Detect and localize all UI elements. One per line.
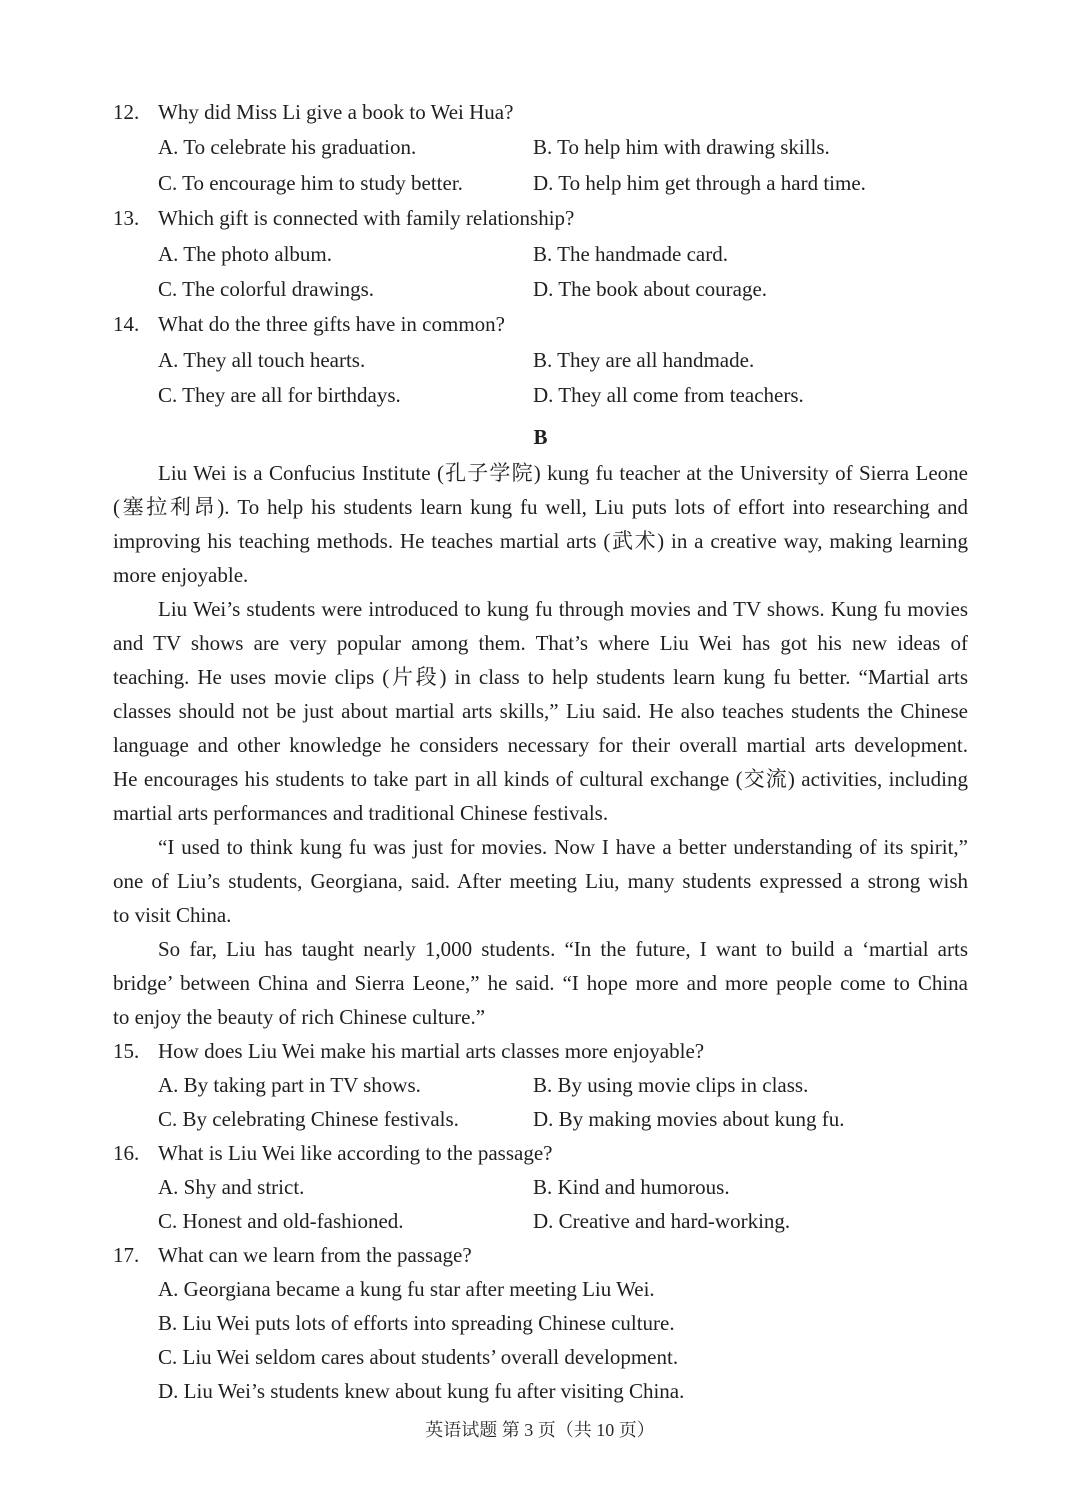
question-13 [113, 201, 968, 307]
passage-line: “I used to think kung fu was just for movies. Now I have a better understanding of its spirit,” [158, 834, 968, 859]
options-row [113, 1170, 968, 1204]
passage-paragraph-2 [113, 592, 968, 830]
passage-line: martial arts performances and traditional Chinese festivals. [113, 800, 609, 825]
passage-line: and TV shows are very popular among them. That’s where Liu Wei has got his new ideas of [113, 630, 968, 655]
question-stem-line [113, 307, 968, 342]
option-a: A. Shy and strict. [158, 1174, 305, 1199]
question-number: 15. [113, 1038, 140, 1063]
question-number: 12. [113, 100, 140, 124]
passage-line: to visit China. [113, 902, 232, 927]
options-row [113, 166, 968, 201]
option-a: A. They all touch hearts. [158, 347, 366, 372]
page-footer: 英语试题 第 3 页（共 10 页） [425, 1420, 655, 1440]
option-d: D. The book about courage. [533, 276, 768, 301]
question-set-part2 [113, 1034, 968, 1408]
passage-line: to enjoy the beauty of rich Chinese culture.” [113, 1004, 486, 1029]
page-content [113, 95, 968, 1408]
option-b: B. The handmade card. [533, 241, 728, 266]
question-text: What do the three gifts have in common? [158, 312, 505, 337]
question-number: 14. [113, 312, 140, 337]
question-12 [113, 95, 968, 201]
question-text: Which gift is connected with family relationship? [158, 206, 575, 231]
option-c: C. They are all for birthdays. [158, 383, 401, 408]
passage-line: improving his teaching methods. He teaches martial arts (武术) in a creative way, making learning [113, 528, 968, 553]
question-stem-line [113, 95, 968, 130]
options-row [113, 272, 968, 307]
passage-line: (塞拉利昂). To help his students learn kung fu well, Liu puts lots of effort into researching and [113, 494, 968, 519]
options-row [113, 237, 968, 272]
passage-line: So far, Liu has taught nearly 1,000 students. “In the future, I want to build a ‘martial arts [158, 936, 968, 961]
option-c: C. Liu Wei seldom cares about students’ overall development. [158, 1344, 679, 1369]
option-b: B. Liu Wei puts lots of efforts into spreading Chinese culture. [158, 1310, 675, 1335]
passage-paragraph-3 [113, 830, 968, 932]
passage-line: classes should not be just about martial arts skills,” Liu said. He also teaches students the Chinese [113, 698, 968, 723]
option-a: A. To celebrate his graduation. [158, 135, 417, 160]
section-heading-b: B [533, 424, 548, 449]
question-number: 13. [113, 206, 140, 231]
question-17 [113, 1238, 968, 1408]
option-d: D. Creative and hard-working. [533, 1208, 791, 1233]
passage-line: He encourages his students to take part in all kinds of cultural exchange (交流) activities, including [113, 766, 968, 791]
options-row [113, 343, 968, 378]
option-d: D. To help him get through a hard time. [533, 170, 866, 195]
options-row [113, 130, 968, 165]
question-14 [113, 307, 968, 413]
question-text: How does Liu Wei make his martial arts classes more enjoyable? [158, 1038, 705, 1063]
passage-line: bridge’ between China and Sierra Leone,” he said. “I hope more and more people come to China [113, 970, 968, 995]
question-stem-line [113, 201, 968, 236]
question-stem-line [113, 1238, 968, 1272]
question-set-part1 [113, 95, 968, 414]
question-text: Why did Miss Li give a book to Wei Hua? [158, 100, 514, 124]
option-a: A. Georgiana became a kung fu star after meeting Liu Wei. [158, 1276, 655, 1301]
option-d: D. They all come from teachers. [533, 383, 804, 408]
passage-line: teaching. He uses movie clips (片段) in class to help students learn kung fu better. “Martial arts [113, 664, 968, 689]
option-b: B. They are all handmade. [533, 347, 755, 372]
question-16 [113, 1136, 968, 1238]
option-a: A. By taking part in TV shows. [158, 1072, 421, 1097]
option-b: B. To help him with drawing skills. [533, 135, 830, 160]
option-c: C. By celebrating Chinese festivals. [158, 1106, 459, 1131]
question-text: What is Liu Wei like according to the passage? [158, 1140, 553, 1165]
reading-passage-b [113, 456, 968, 1034]
option-c: C. The colorful drawings. [158, 276, 374, 301]
passage-line: Liu Wei’s students were introduced to kung fu through movies and TV shows. Kung fu movies [158, 596, 968, 621]
question-stem-line [113, 1034, 968, 1068]
passage-paragraph-4 [113, 932, 968, 1034]
question-text: What can we learn from the passage? [158, 1242, 472, 1267]
passage-line: more enjoyable. [113, 562, 249, 587]
option-a: A. The photo album. [158, 241, 333, 266]
passage-line: language and other knowledge he considers necessary for their overall martial arts development. [113, 732, 968, 757]
passage-line: one of Liu’s students, Georgiana, said. After meeting Liu, many students expressed a strong wish [113, 868, 968, 893]
option-c: C. To encourage him to study better. [158, 170, 463, 195]
passage-line: Liu Wei is a Confucius Institute (孔子学院) kung fu teacher at the University of Sierra Leone [158, 460, 968, 485]
question-number: 17. [113, 1242, 140, 1267]
option-b: B. By using movie clips in class. [533, 1072, 809, 1097]
question-stem-line [113, 1136, 968, 1170]
options-row [113, 1204, 968, 1238]
option-b: B. Kind and humorous. [533, 1174, 730, 1199]
options-row [113, 378, 968, 413]
question-15 [113, 1034, 968, 1136]
options-row [113, 1068, 968, 1102]
question-number: 16. [113, 1140, 140, 1165]
option-d: D. By making movies about kung fu. [533, 1106, 845, 1131]
option-c: C. Honest and old-fashioned. [158, 1208, 404, 1233]
option-d: D. Liu Wei’s students knew about kung fu after visiting China. [158, 1378, 685, 1403]
passage-paragraph-1 [113, 456, 968, 592]
options-row [113, 1102, 968, 1136]
